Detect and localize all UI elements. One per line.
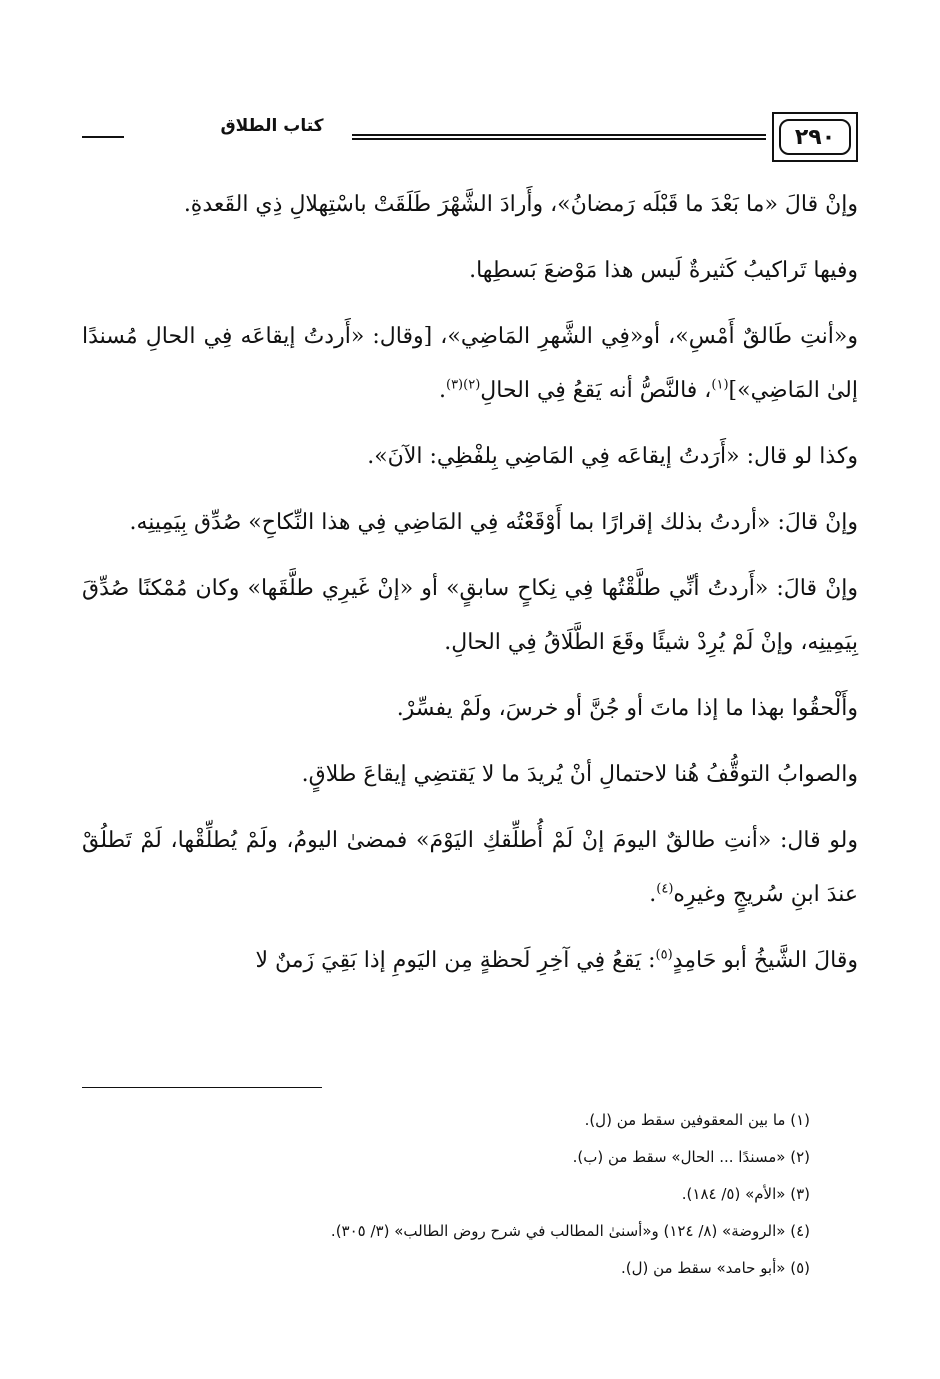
paragraph-4: وكذا لو قال: «أَرَدتُ إيقاعَه فِي المَاضِي بِلفْظِي: الآنَ». <box>367 444 858 469</box>
footnote-4: (٤) «الروضة» (٨/ ١٢٤) و«أسنىٰ المطالب في شرح روض الطالب» (٣/ ٣٠٥). <box>330 1222 810 1240</box>
book-title: كتاب الطلاق <box>220 116 324 136</box>
header-rule-left <box>82 136 124 138</box>
header-rule-right-2 <box>352 138 766 140</box>
footnote-ref: (٤) <box>656 881 674 897</box>
paragraph-10: وقالَ الشَّيخُ أبو حَامِدٍ$^{(٥)}$: يَقعُ فِي آخِرِ لَحظةٍ مِن اليَومِ إذا بَقِيَ زَمنٌ لا <box>255 947 858 973</box>
paragraph-9: ولو قال: «أنتِ طالقٌ اليومَ إنْ لَمْ أُطلِّقكِ اليَوْمَ» فمضىٰ اليومُ، ولَمْ يُطلِّقْها، لَمْ تَطلُقْ عندَ ابنِ سُريجٍ وغيرِه$^{(٤)}$. <box>82 828 858 907</box>
page-number: ٢٩٠ <box>779 119 851 155</box>
paragraph-7: وأَلْحقُوا بهذا ما إذا ماتَ أو جُنَّ أو خرسَ، ولَمْ يفسِّرْ. <box>396 696 858 721</box>
paragraph-1: وإنْ قالَ «ما بَعْدَ ما قَبْلَه رَمضانُ»، وأَرادَ الشَّهْرَ طَلَقَتْ باسْتِهلالِ ذِي القَعدةِ. <box>183 192 858 217</box>
body-text <box>82 178 858 1000</box>
header-rule-right <box>352 134 766 136</box>
footnote-ref: (١) <box>711 377 729 393</box>
paragraph-8: والصوابُ التوقُّفُ هُنا لاحتمالِ أنْ يُريدَ ما لا يَقتضِي إيقاعَ طلاقٍ. <box>301 762 858 787</box>
footnote-separator <box>82 1087 322 1088</box>
paragraph-5: وإنْ قالَ: «أردتُ بذلك إقرارًا بما أَوْقَعْتُه فِي المَاضِي فِي هذا النِّكاحِ» صُدِّق بِيَمِينِه. <box>129 510 858 535</box>
paragraph-2: وفيها تَراكيبُ كَثيرةٌ لَيس هذا مَوْضعَ بَسطِها. <box>469 258 858 283</box>
footnote-ref: (٢)(٣) <box>445 377 481 393</box>
footnote-5: (٥) «أبو حامد» سقط من (ل). <box>620 1259 810 1277</box>
paragraph-3: و«أنتِ طَالقٌ أَمْسِ»، أو«فِي الشَّهرِ المَاضِي»، [وقال: «أَردتُ إيقاعَه فِي الحالِ مُسندًا إلىٰ المَاضِي»]$^{(١)}$، فالنَّصُّ أنه يَقعُ فِي الحالِ$^{(٢)(٣)}$. <box>82 324 858 403</box>
footnote-1: (١) ما بين المعقوفين سقط من (ل). <box>584 1111 810 1129</box>
paragraph-6: وإنْ قالَ: «أَردتُ أنِّي طلَّقْتُها فِي نِكاحٍ سابقٍ» أو «إنْ غَيرِي طلَّقَها» وكان مُمْكنًا صُدِّقَ بِيَمِينِه، وإنْ لَمْ يُرِدْ شيئًا وقَعَ الطَّلَاقُ فِي الحالِ. <box>82 576 858 655</box>
footnote-2: (٢) «مسندًا ... الحال» سقط من (ب). <box>572 1148 810 1166</box>
footnote-3: (٣) «الأم» (٥/ ١٨٤). <box>681 1185 810 1203</box>
page-number-frame <box>772 112 858 162</box>
page-header <box>82 104 858 164</box>
footnotes <box>82 1102 810 1287</box>
footnote-ref: (٥) <box>655 947 673 963</box>
